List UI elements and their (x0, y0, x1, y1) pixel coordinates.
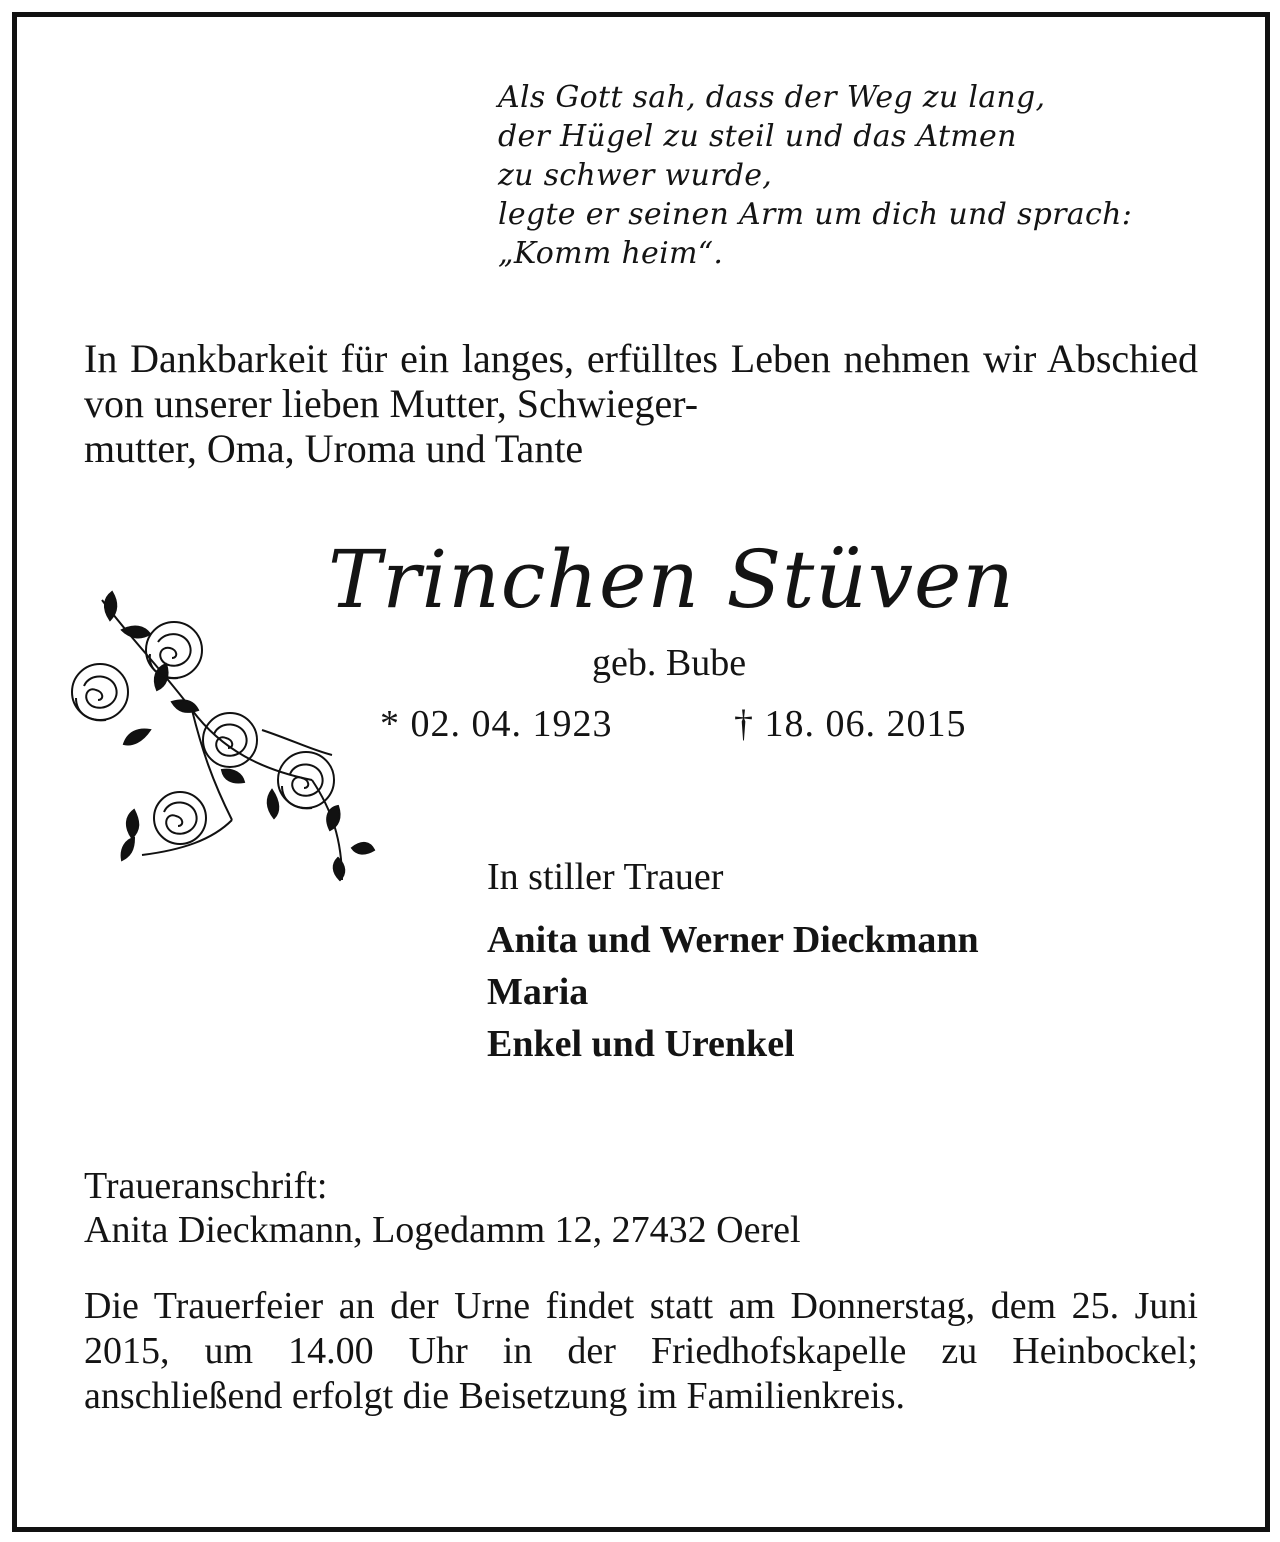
address-label: Traueranschrift: (84, 1165, 328, 1207)
deceased-name: Trinchen Stüven (328, 533, 1015, 626)
maiden-name: geb. Bube (592, 642, 747, 684)
mourners-list (487, 914, 979, 1070)
poem (498, 78, 1218, 273)
mourning-label: In stiller Trauer (487, 856, 724, 898)
address-line: Anita Dieckmann, Logedamm 12, 27432 Oerel (84, 1209, 801, 1251)
poem-line-3: zu schwer wurde, (498, 158, 773, 193)
intro-text: In Dankbarkeit für ein langes, erfülltes Leben nehmen wir Abschied von unserer lieben Mutter, Schwieger- mutter, Oma, Uroma und Tante (84, 336, 1198, 471)
roses-branch-icon (62, 580, 382, 900)
poem-line-1: Als Gott sah, dass der Weg zu lang, (498, 80, 1046, 115)
poem-line-4: legte er seinen Arm um dich und sprach: (498, 197, 1133, 232)
birth-date: * 02. 04. 1923 (380, 703, 613, 745)
mourner-1: Anita und Werner Dieckmann (487, 919, 979, 961)
mourner-2: Maria (487, 971, 589, 1013)
mourner-3: Enkel und Urenkel (487, 1023, 795, 1065)
poem-line-2: der Hügel zu steil und das Atmen (498, 119, 1017, 154)
mourning-address (84, 1164, 801, 1252)
poem-line-5: „Komm heim“. (498, 236, 724, 271)
death-date: † 18. 06. 2015 (734, 703, 967, 745)
ceremony-text: Die Trauerfeier an der Urne findet statt am Donnerstag, dem 25. Juni 2015, um 14.00 Uhr in der Friedhofskapelle zu Heinbockel; anschließend erfolgt die Beisetzung im Familienkreis. (84, 1285, 1198, 1417)
